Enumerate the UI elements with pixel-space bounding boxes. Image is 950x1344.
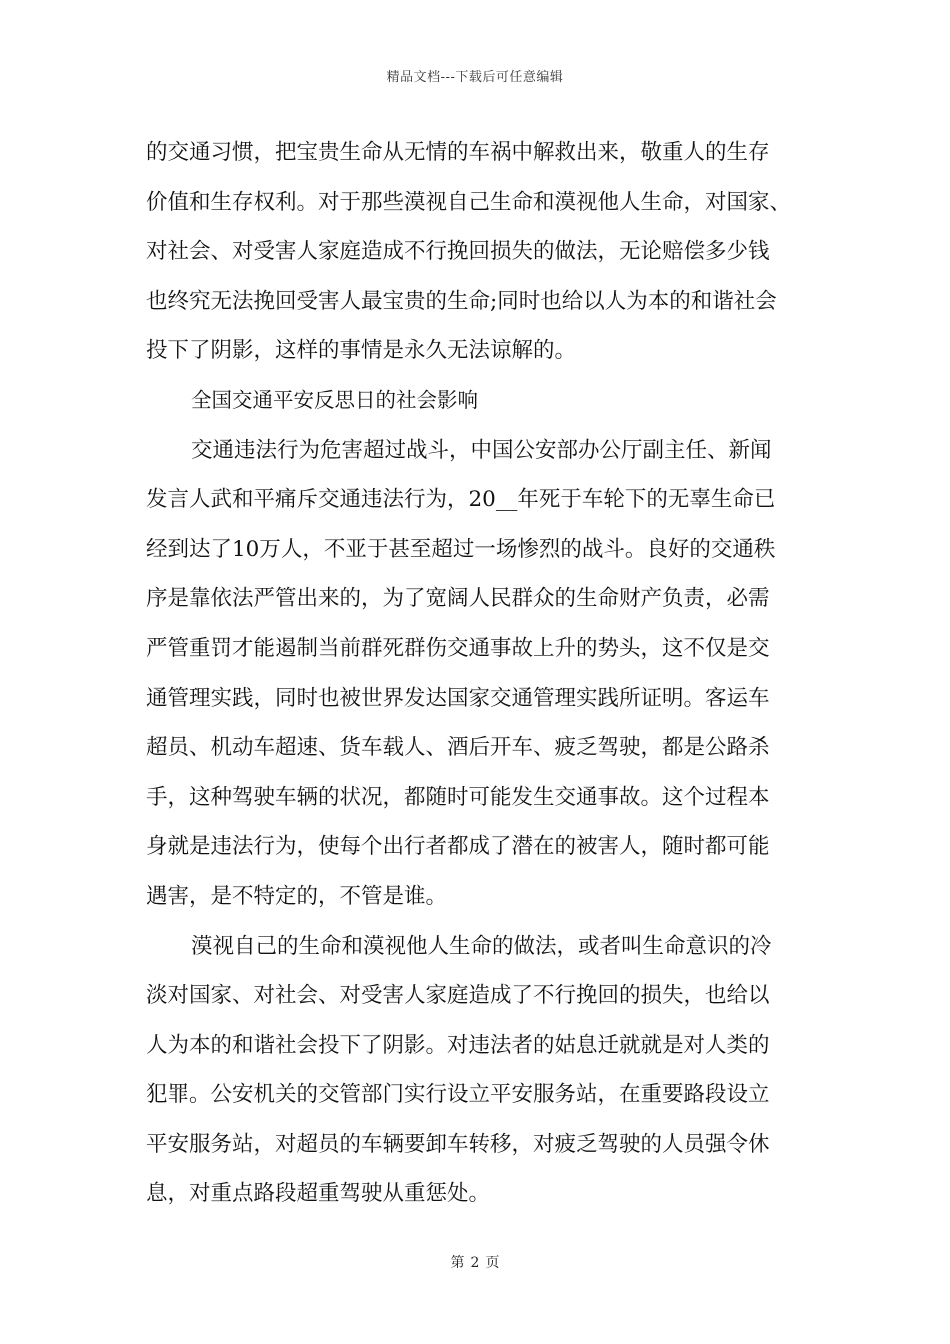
text-line: 淡对国家、对社会、对受害人家庭造成了不行挽回的损失，也给以 [146,983,770,1009]
page-footer [0,1252,950,1272]
page-number: 2 [470,1255,480,1271]
text-line: 通管理实践，同时也被世界发达国家交通管理实践所证明。客运车 [146,685,770,711]
paragraph-first-line: 漠视自己的生命和漠视他人生命的做法，或者叫生命意识的冷 [191,933,772,959]
text-line: 遇害，是不特定的，不管是谁。 [146,883,448,909]
text-line: 息，对重点路段超重驾驶从重惩处。 [146,1181,491,1207]
text-line: 犯罪。公安机关的交管部门实行设立平安服务站，在重要路段设立 [146,1082,770,1108]
paragraph-first-line: 交通违法行为危害超过战斗，中国公安部办公厅副主任、新闻 [191,437,772,463]
text-line: 的交通习惯，把宝贵生命从无情的车祸中解救出来，敬重人的生存 [146,140,770,165]
page-header: 精品文档---下载后可任意编辑 [386,70,564,85]
text-line: 序是靠依法严管出来的，为了宽阔人民群众的生命财产负责，必需 [146,586,770,612]
text-line: 投下了阴影，这样的事情是永久无法谅解的。 [146,338,577,364]
text-line: 也终究无法挽回受害人最宝贵的生命;同时也给以人为本的和谐社会 [146,288,777,314]
text-line: 严管重罚才能遏制当前群死群伤交通事故上升的势头，这不仅是交 [146,635,770,661]
text-line: 经到达了10万人，不亚于甚至超过一场惨烈的战斗。良好的交通秩 [146,536,776,562]
page-label-prefix: 第 [450,1255,465,1271]
document-body [146,128,810,1219]
text-line: 超员、机动车超速、货车载人、酒后开车、疲乏驾驶，都是公路杀 [146,735,770,761]
text-line: 发言人武和平痛斥交通违法行为，20__年死于车轮下的无辜生命已 [146,487,776,513]
text-line: 平安服务站，对超员的车辆要卸车转移，对疲乏驾驶的人员强令休 [146,1131,770,1157]
section-heading: 全国交通平安反思日的社会影响 [191,387,478,412]
text-line: 手，这种驾驶车辆的状况，都随时可能发生交通事故。这个过程本 [146,784,770,810]
text-line: 对社会、对受害人家庭造成不行挽回损失的做法，无论赔偿多少钱 [146,239,770,265]
text-line: 价值和生存权利。对于那些漠视自己生命和漠视他人生命，对国家、 [146,189,792,215]
text-line: 身就是违法行为，使每个出行者都成了潜在的被害人，随时都可能 [146,834,770,860]
page-label-suffix: 页 [485,1255,500,1271]
text-line: 人为本的和谐社会投下了阴影。对违法者的姑息迁就就是对人类的 [146,1032,770,1058]
